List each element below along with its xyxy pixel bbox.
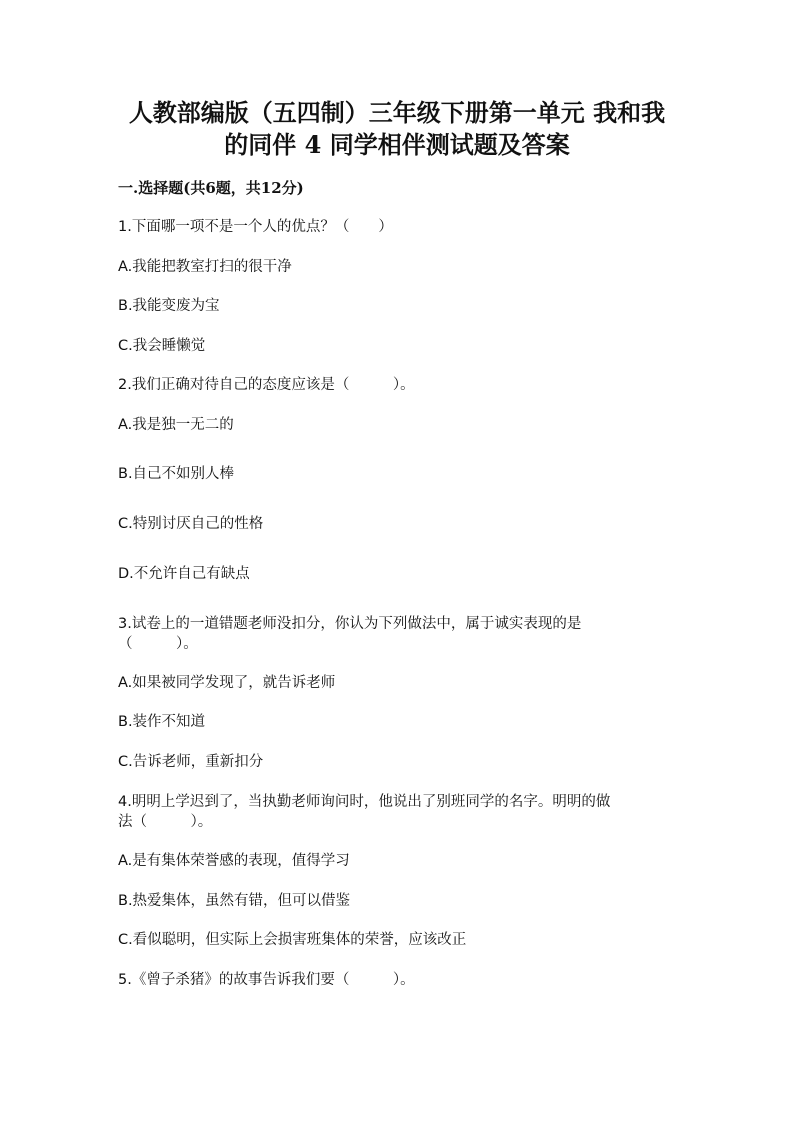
document-title-line-2: 的同伴 4 同学相伴测试题及答案 bbox=[224, 130, 570, 159]
question-2-stem: 2.我们正确对待自己的态度应该是（ ）。 bbox=[118, 377, 415, 393]
question-3-option-a: A.如果被同学发现了，就告诉老师 bbox=[118, 675, 336, 691]
question-1-option-b: B.我能变废为宝 bbox=[118, 298, 220, 314]
question-2-option-c: C.特别讨厌自己的性格 bbox=[118, 516, 264, 532]
question-1-option-c: C.我会睡懒觉 bbox=[118, 338, 206, 354]
question-5-stem: 5.《曾子杀猪》的故事告诉我们要（ ）。 bbox=[118, 972, 415, 988]
question-1-stem: 1.下面哪一项不是一个人的优点？（ ） bbox=[118, 219, 393, 235]
question-2-option-a: A.我是独一无二的 bbox=[118, 417, 234, 433]
question-3-stem-line-1: 3.试卷上的一道错题老师没扣分，你认为下列做法中，属于诚实表现的是 bbox=[118, 616, 582, 632]
question-1-option-a: A.我能把教室打扫的很干净 bbox=[118, 259, 292, 275]
question-3-stem-line-2: （ ）。 bbox=[118, 636, 198, 652]
question-4-stem-line-2: 法（ ）。 bbox=[118, 814, 213, 830]
question-2-option-d: D.不允许自己有缺点 bbox=[118, 566, 250, 582]
section-heading: 一.选择题(共6题，共12分) bbox=[118, 179, 304, 197]
question-2-option-b: B.自己不如别人棒 bbox=[118, 466, 235, 482]
question-3-option-b: B.装作不知道 bbox=[118, 714, 206, 730]
question-4-option-b: B.热爱集体，虽然有错，但可以借鉴 bbox=[118, 893, 351, 909]
document-title-line-1: 人教部编版（五四制）三年级下册第一单元 我和我 bbox=[128, 98, 666, 127]
question-4-option-a: A.是有集体荣誉感的表现，值得学习 bbox=[118, 853, 350, 869]
question-3-option-c: C.告诉老师，重新扣分 bbox=[118, 754, 264, 770]
question-4-option-c: C.看似聪明，但实际上会损害班集体的荣誉，应该改正 bbox=[118, 932, 467, 948]
question-4-stem-line-1: 4.明明上学迟到了，当执勤老师询问时，他说出了别班同学的名字。明明的做 bbox=[118, 794, 611, 810]
